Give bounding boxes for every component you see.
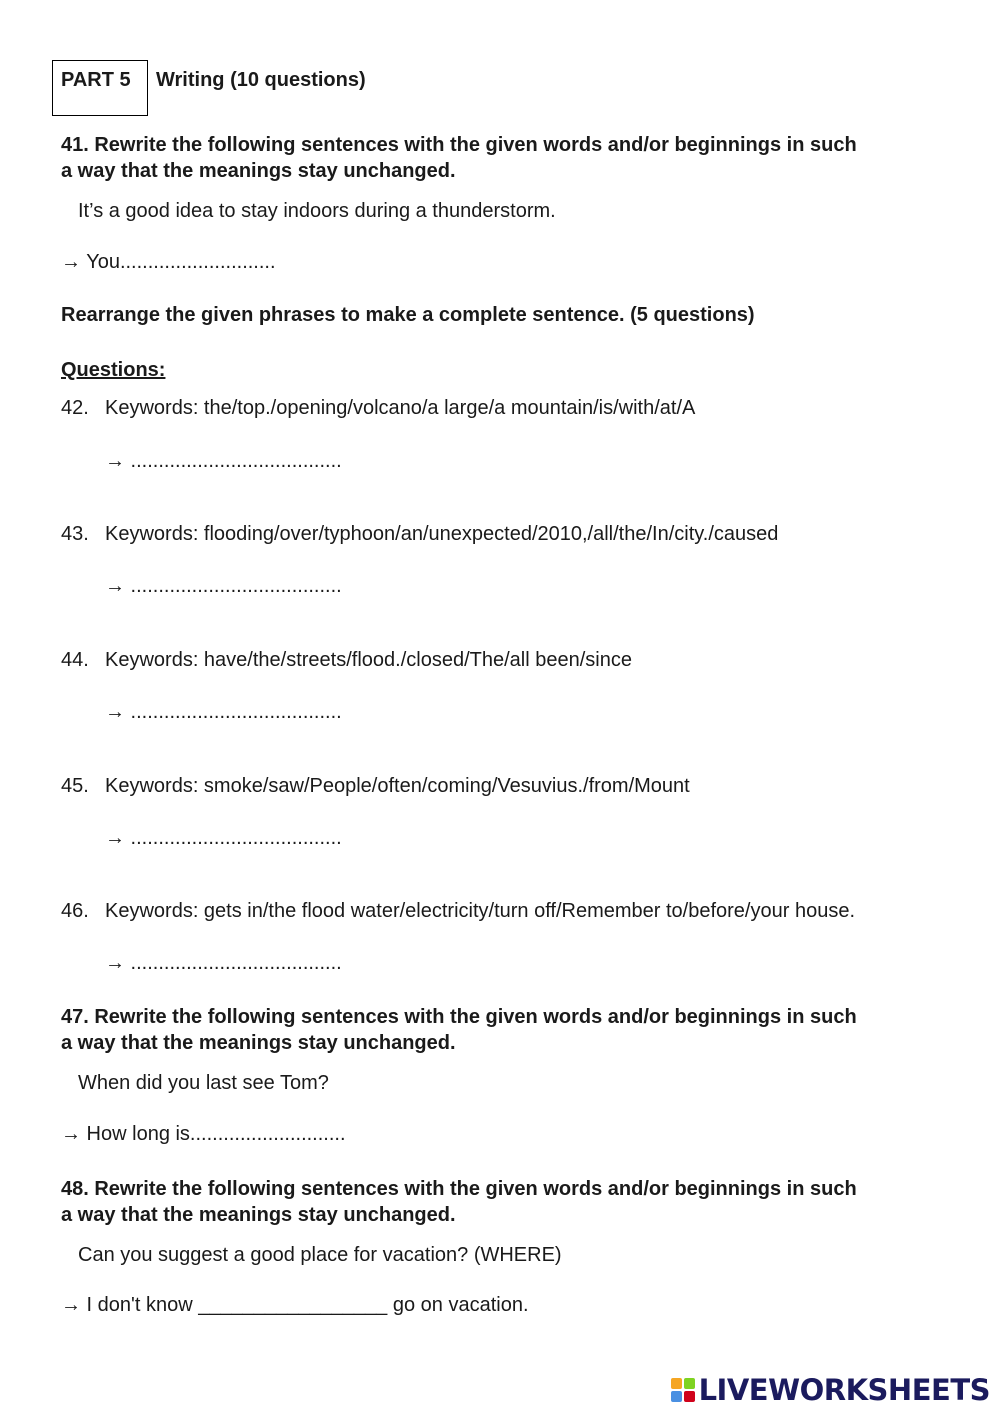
- q46-number: 46.: [61, 900, 89, 922]
- q47-instruction-line2: a way that the meanings stay unchanged.: [61, 1032, 456, 1054]
- q41-sentence: It’s a good idea to stay indoors during a thunderstorm.: [78, 200, 556, 222]
- logo-square-green: [684, 1378, 695, 1389]
- part-title: Writing (10 questions): [156, 69, 366, 91]
- q46-answer-line[interactable]: → ......................................: [105, 952, 342, 974]
- q43-answer-line[interactable]: → ......................................: [105, 575, 342, 597]
- q47-instruction: [61, 1004, 941, 1056]
- q42-keywords: Keywords: the/top./opening/volcano/a large/a mountain/is/with/at/A: [105, 397, 696, 419]
- q41-instruction-line1: 41. Rewrite the following sentences with the given words and/or beginnings in such: [61, 134, 857, 156]
- q43-keywords: Keywords: flooding/over/typhoon/an/unexpected/2010,/all/the/In/city./caused: [105, 523, 779, 545]
- q45-answer-line[interactable]: → ......................................: [105, 827, 342, 849]
- q47-answer-line[interactable]: → How long is............................: [61, 1123, 346, 1145]
- q46-keywords: Keywords: gets in/the flood water/electricity/turn off/Remember to/before/your house.: [105, 900, 855, 922]
- q48-instruction: [61, 1176, 941, 1228]
- q47-instruction-line1: 47. Rewrite the following sentences with the given words and/or beginnings in such: [61, 1006, 857, 1028]
- logo-square-blue: [671, 1391, 682, 1402]
- q48-instruction-line2: a way that the meanings stay unchanged.: [61, 1204, 456, 1226]
- logo-square-red: [684, 1391, 695, 1402]
- logo-square-orange: [671, 1378, 682, 1389]
- q45-keywords: Keywords: smoke/saw/People/often/coming/Vesuvius./from/Mount: [105, 775, 690, 797]
- q41-instruction-line2: a way that the meanings stay unchanged.: [61, 160, 456, 182]
- q44-keywords: Keywords: have/the/streets/flood./closed/The/all been/since: [105, 649, 632, 671]
- q47-sentence: When did you last see Tom?: [78, 1072, 329, 1094]
- q41-instruction: [61, 132, 941, 184]
- q48-instruction-line1: 48. Rewrite the following sentences with the given words and/or beginnings in such: [61, 1178, 857, 1200]
- q44-number: 44.: [61, 649, 89, 671]
- q42-answer-line[interactable]: → ......................................: [105, 450, 342, 472]
- rearrange-instruction: Rearrange the given phrases to make a complete sentence. (5 questions): [61, 304, 755, 326]
- q41-answer-line[interactable]: → You............................: [61, 251, 276, 273]
- questions-heading: Questions:: [61, 359, 166, 381]
- q44-answer-line[interactable]: → ......................................: [105, 701, 342, 723]
- liveworksheets-logo-icon: [671, 1378, 695, 1402]
- q45-number: 45.: [61, 775, 89, 797]
- liveworksheets-logo-text: LIVEWORKSHEETS: [698, 1373, 990, 1407]
- q48-sentence: Can you suggest a good place for vacation? (WHERE): [78, 1244, 562, 1266]
- part-label: PART 5: [61, 69, 131, 91]
- q48-answer-line[interactable]: → I don't know _________________ go on vacation.: [61, 1294, 529, 1316]
- liveworksheets-logo[interactable]: [671, 1373, 990, 1407]
- q43-number: 43.: [61, 523, 89, 545]
- q42-number: 42.: [61, 397, 89, 419]
